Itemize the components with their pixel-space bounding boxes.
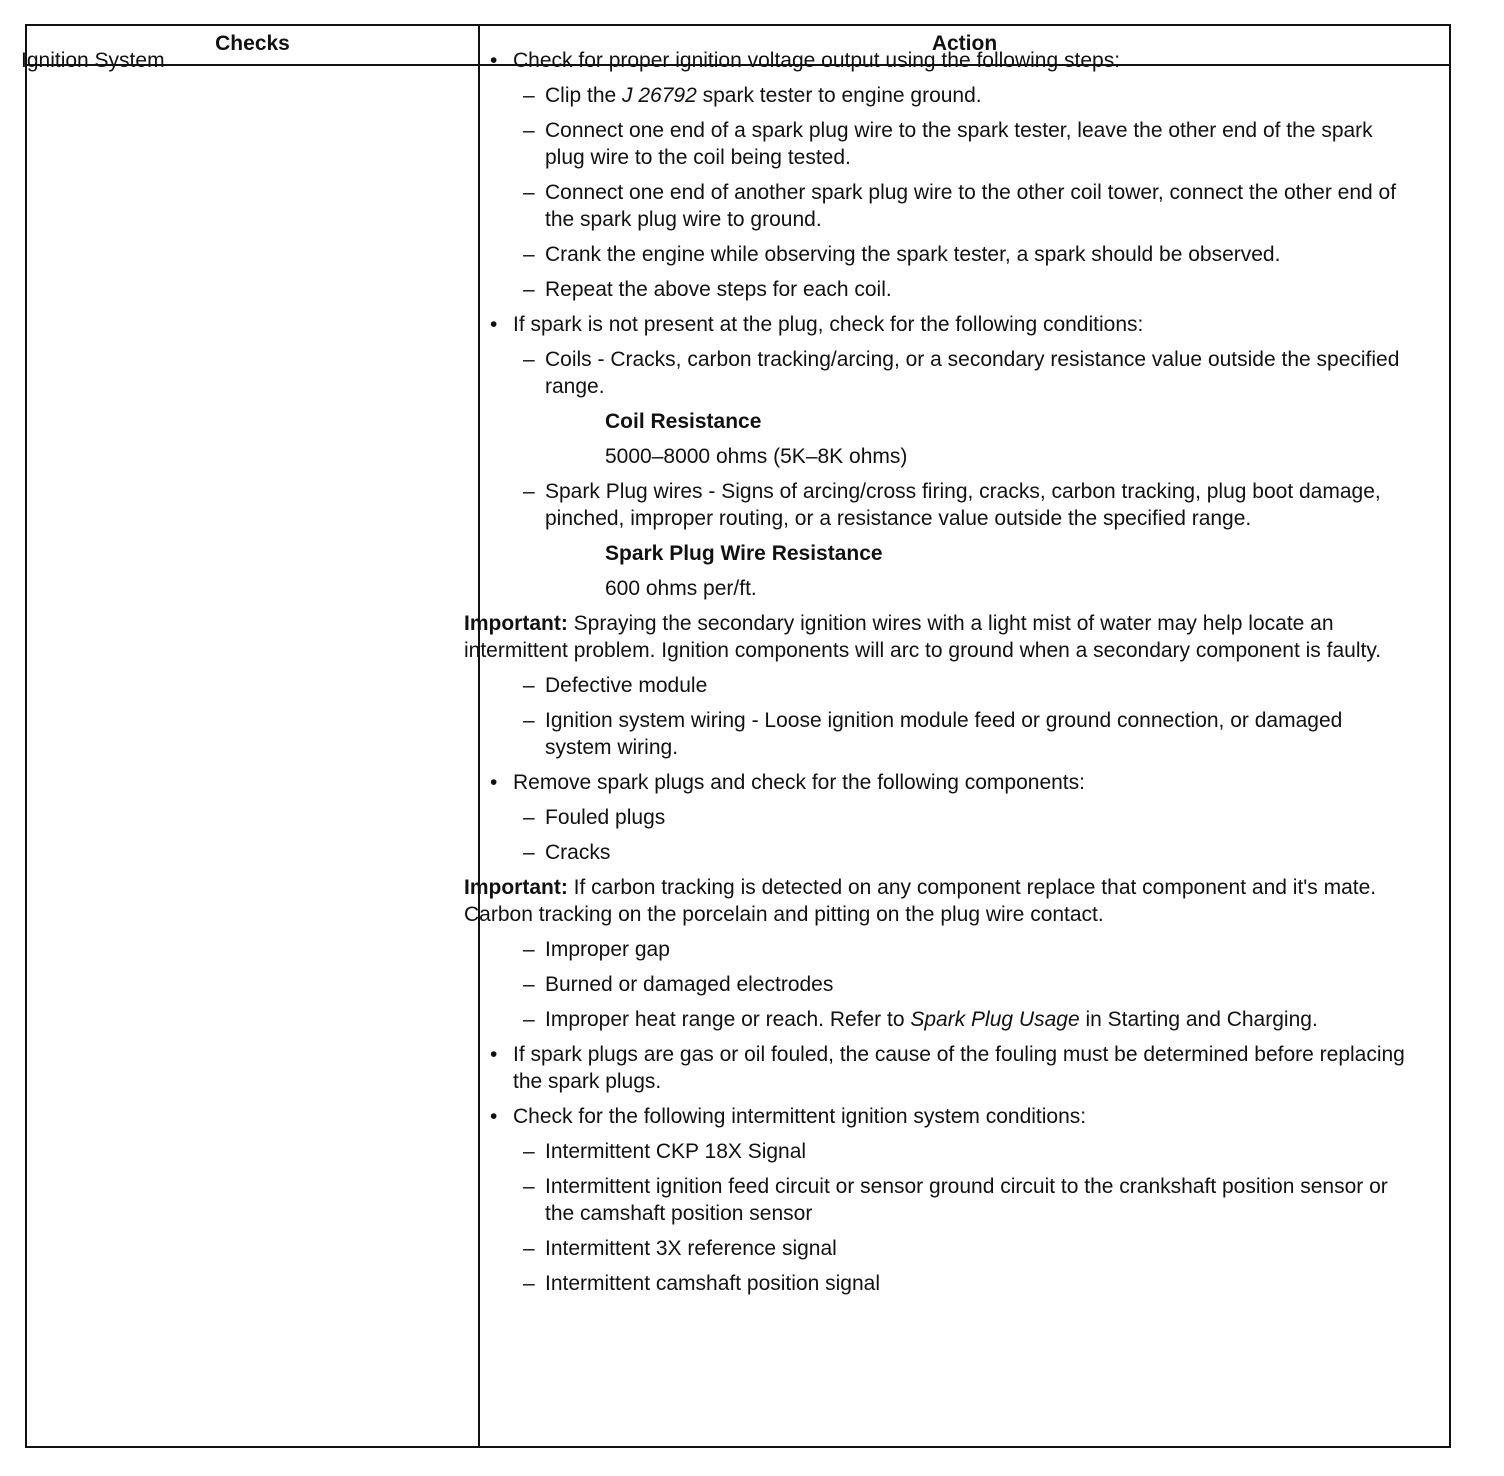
bullet-item bbox=[463, 311, 1413, 338]
item-text: Intermittent 3X reference signal bbox=[545, 1237, 837, 1260]
dash-item bbox=[463, 276, 1413, 303]
important-label: Important: bbox=[464, 876, 568, 899]
dash-icon: – bbox=[523, 278, 535, 301]
spec-value: 600 ohms per/ft. bbox=[605, 577, 757, 600]
header-action: Action bbox=[931, 32, 998, 55]
item-text: Burned or damaged electrodes bbox=[545, 973, 834, 996]
dash-item bbox=[463, 1270, 1413, 1297]
bullet-icon: • bbox=[490, 313, 498, 336]
item-text: Repeat the above steps for each coil. bbox=[545, 278, 892, 301]
important-text: Spraying the secondary ignition wires with a light mist of water may help locate an intermittent problem. Ignition components will arc to ground when a secondary component is faulty. bbox=[464, 612, 1382, 662]
spec-title: Coil Resistance bbox=[605, 410, 762, 433]
item-text: Check for the following intermittent ignition system conditions: bbox=[513, 1105, 1087, 1128]
dash-item bbox=[463, 672, 1413, 699]
item-text: Cracks bbox=[545, 841, 611, 864]
item-text: Improper gap bbox=[545, 938, 670, 961]
spec-title: Spark Plug Wire Resistance bbox=[605, 542, 883, 565]
dash-icon: – bbox=[523, 674, 535, 697]
dash-icon: – bbox=[523, 84, 535, 107]
item-text: Defective module bbox=[545, 674, 708, 697]
dash-item bbox=[463, 971, 1413, 998]
dash-icon: – bbox=[523, 1140, 535, 1163]
dash-icon: – bbox=[523, 348, 535, 371]
item-text: Improper heat range or reach. Refer to bbox=[545, 1008, 911, 1031]
item-text: Connect one end of a spark plug wire to the spark tester, leave the other end of the spark plug wire to the coil being tested. bbox=[545, 119, 1373, 169]
item-text: Fouled plugs bbox=[545, 806, 666, 829]
dash-icon: – bbox=[523, 480, 535, 503]
action-cell bbox=[463, 47, 1413, 1305]
item-text: Check for proper ignition voltage output using the following steps: bbox=[513, 49, 1121, 72]
bullet-icon: • bbox=[490, 49, 498, 72]
important-text: If carbon tracking is detected on any component replace that component and it's mate. Carbon tracking on the porcelain and pitting on the plug wire contact. bbox=[464, 876, 1377, 926]
item-text: in Starting and Charging. bbox=[1079, 1008, 1318, 1031]
dash-item bbox=[463, 82, 1413, 109]
check-cell: Ignition System bbox=[21, 49, 165, 72]
item-text: Spark Plug wires - Signs of arcing/cross firing, cracks, carbon tracking, plug boot damage, pinched, improper routing, or a resistance value outside the specified range. bbox=[545, 480, 1381, 530]
dash-icon: – bbox=[523, 973, 535, 996]
important-label: Important: bbox=[464, 612, 568, 635]
item-text: Ignition system wiring - Loose ignition module feed or ground connection, or damaged system wiring. bbox=[545, 709, 1343, 759]
item-text: If spark is not present at the plug, check for the following conditions: bbox=[513, 313, 1144, 336]
dash-item bbox=[463, 346, 1413, 400]
bullet-icon: • bbox=[490, 1105, 498, 1128]
bullet-item bbox=[463, 1103, 1413, 1130]
dash-item bbox=[463, 117, 1413, 171]
dash-item bbox=[463, 1235, 1413, 1262]
important-note bbox=[463, 874, 1413, 928]
dash-icon: – bbox=[523, 181, 535, 204]
dash-item bbox=[463, 179, 1413, 233]
dash-item bbox=[463, 804, 1413, 831]
dash-item bbox=[463, 1173, 1413, 1227]
italic-ref: J 26792 bbox=[622, 84, 697, 107]
dash-icon: – bbox=[523, 1008, 535, 1031]
important-note bbox=[463, 610, 1413, 664]
item-text: Remove spark plugs and check for the following components: bbox=[513, 771, 1085, 794]
dash-item bbox=[463, 707, 1413, 761]
dash-item bbox=[463, 936, 1413, 963]
dash-item bbox=[463, 241, 1413, 268]
bullet-item bbox=[463, 769, 1413, 796]
item-text: Clip the bbox=[545, 84, 623, 107]
item-text: Coils - Cracks, carbon tracking/arcing, or a secondary resistance value outside the specified range. bbox=[545, 348, 1400, 398]
bullet-icon: • bbox=[490, 771, 498, 794]
dash-icon: – bbox=[523, 938, 535, 961]
item-text: If spark plugs are gas or oil fouled, the cause of the fouling must be determined before replacing the spark plugs. bbox=[513, 1043, 1405, 1093]
item-text: Intermittent ignition feed circuit or sensor ground circuit to the crankshaft position sensor or the camshaft position sensor bbox=[545, 1175, 1388, 1225]
dash-icon: – bbox=[523, 1175, 535, 1198]
dash-icon: – bbox=[523, 1237, 535, 1260]
italic-ref: Spark Plug Usage bbox=[910, 1008, 1080, 1031]
dash-item bbox=[463, 839, 1413, 866]
item-text: spark tester to engine ground. bbox=[696, 84, 982, 107]
dash-icon: – bbox=[523, 1272, 535, 1295]
header-checks: Checks bbox=[215, 32, 290, 55]
item-text: Crank the engine while observing the spark tester, a spark should be observed. bbox=[545, 243, 1281, 266]
dash-icon: – bbox=[523, 243, 535, 266]
item-text: Intermittent camshaft position signal bbox=[545, 1272, 880, 1295]
dash-icon: – bbox=[523, 806, 535, 829]
dash-icon: – bbox=[523, 709, 535, 732]
bullet-item bbox=[463, 1041, 1413, 1095]
item-text: Intermittent CKP 18X Signal bbox=[545, 1140, 807, 1163]
dash-icon: – bbox=[523, 841, 535, 864]
dash-item bbox=[463, 478, 1413, 532]
item-text: Connect one end of another spark plug wire to the other coil tower, connect the other end of the spark plug wire to ground. bbox=[545, 181, 1397, 231]
spec-value: 5000–8000 ohms (5K–8K ohms) bbox=[605, 445, 908, 468]
bullet-item bbox=[463, 47, 1413, 74]
bullet-icon: • bbox=[490, 1043, 498, 1066]
dash-item bbox=[463, 1006, 1413, 1033]
dash-icon: – bbox=[523, 119, 535, 142]
dash-item bbox=[463, 1138, 1413, 1165]
